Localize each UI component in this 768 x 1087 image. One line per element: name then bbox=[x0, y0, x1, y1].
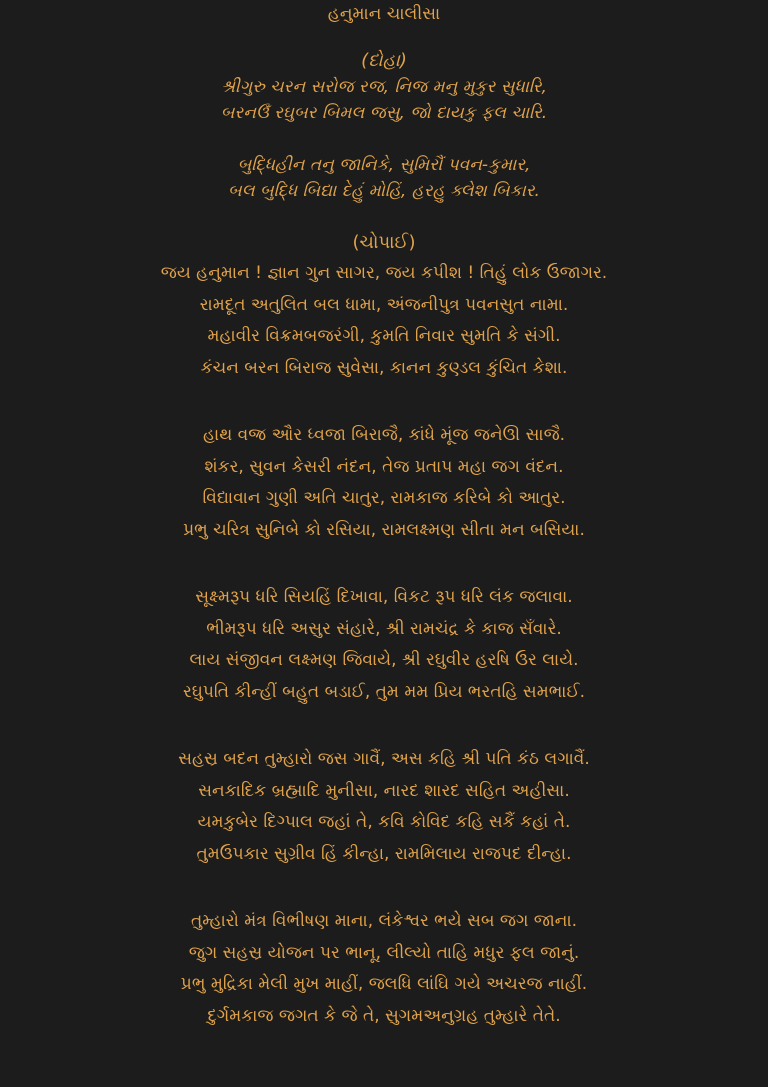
verse-line: હાથ વજ્ર ઔર ધ્વજા બિરાજૈ, કાંધે મૂંજ જનેઊ સાજૈ. bbox=[202, 425, 566, 445]
chopai-stanza bbox=[0, 258, 768, 384]
chopai-heading: (ચોપાઈ) bbox=[352, 232, 416, 253]
chopai-stanza bbox=[0, 420, 768, 546]
chopai-section bbox=[0, 230, 768, 1032]
doha-heading: (દોહા) bbox=[361, 50, 407, 71]
verse-line: રામદૂત અતુલિત બલ ધામા, અંજનીપુત્ર પવનસુત નામા. bbox=[199, 294, 569, 315]
verse-line: પ્રભુ મુદ્રિકા મેલી મુખ માહીં, જલધિ લાંઘિ ગયે અચરજ નાહીં. bbox=[180, 974, 588, 994]
doha-line: બુદ્ધિહીન તનુ જાનિકે, સુમિરૌં પવન-કુમાર, bbox=[237, 155, 531, 175]
doha-section bbox=[0, 48, 768, 204]
verse-line: ભીમરૂપ ધરિ અસુર સંહારે, શ્રી રામચંદ્ર કે કાજ સઁવારે. bbox=[206, 618, 562, 639]
doha-line: બરનઉઁ રઘુબર બિમલ જસુ, જો દાયકુ ફલ ચારિ. bbox=[220, 103, 548, 123]
doha-line: શ્રીગુરુ ચરન સરોજ રજ, નિજ મનુ મુકુર સુધારિ, bbox=[221, 77, 547, 97]
chopai-stanza bbox=[0, 582, 768, 708]
verse-line: કંચન બરન બિરાજ સુવેસા, કાનન કુણ્ડલ કુંચિત કેશા. bbox=[200, 357, 568, 378]
verse-line: દુર્ગમકાજ જગત કે જે તે, સુગમઅનુગ્રહ તુમ્હારે તેતે. bbox=[207, 1005, 561, 1026]
verse-line: સૂક્ષ્મરૂપ ધરિ સિયહિં દિખાવા, વિકટ રૂપ ધરિ લંક જલાવા. bbox=[195, 587, 573, 607]
verse-line: લાય સંજીવન લક્ષ્મણ જિવાયે, શ્રી રઘુવીર હરષિ ઉર લાયે. bbox=[189, 650, 579, 670]
verse-line: તુમ્હારો મંત્ર વિભીષણ માના, લંકેશ્વર ભયે સબ જગ જાના. bbox=[190, 911, 578, 931]
verse-line: શંકર, સુવન કેસરી નંદન, તેજ પ્રતાપ મહા જગ વંદન. bbox=[204, 456, 564, 477]
verse-line: પ્રભુ ચરિત્ર સુનિબે કો રસિયા, રામલક્ષ્મણ સીતા મન બસિયા. bbox=[183, 519, 585, 540]
verse-line: સનકાદિક બ્રહ્માદિ મુનીસા, નારદ શારદ સહિત અહીસા. bbox=[198, 780, 570, 801]
verse-line: સહસ્ર બદન તુમ્હારો જસ ગાવૈં, અસ કહિ શ્રી પતિ કંઠ લગાવૈં. bbox=[178, 749, 590, 769]
chopai-stanza bbox=[0, 744, 768, 870]
verse-line: યમકુબેર દિગ્પાલ જહાં તે, કવિ કોવિદ કહિ સકૈં કહાં તે. bbox=[197, 812, 571, 832]
doha-line: બલ બુદ્ધિ બિદ્યા દેહું મોહિં, હરહુ ક્લેશ બિકાર. bbox=[228, 181, 540, 201]
verse-line: તુમઉપકાર સુગ્રીવ હિં કીન્હા, રામમિલાય રાજપદ દીન્હા. bbox=[196, 843, 572, 864]
page-title: હનુમાન ચાલીસા bbox=[327, 4, 441, 24]
chopai-stanza bbox=[0, 906, 768, 1032]
verse-line: વિદ્યાવાન ગુણી અતિ ચાતુર, રામકાજ કરિબે કો આતુર. bbox=[202, 488, 566, 508]
verse-line: રઘુપતિ કીન્હીં બહુત બડાઈ, તુમ મમ પ્રિય ભરતહિ સમભાઈ. bbox=[182, 681, 585, 702]
verse-line: જય હનુમાન ! જ્ઞાન ગુન સાગર, જય કપીશ ! તિહું લોક ઉજાગર. bbox=[160, 263, 608, 283]
verse-line: મહાવીર વિક્રમબજરંગી, કુમતિ નિવાર સુમતિ કે સંગી. bbox=[207, 326, 561, 346]
verse-line: જુગ સહસ્ર યોજન પર ભાનૂ, લીલ્યો તાહિ મધુર ફલ જાનું. bbox=[188, 942, 580, 963]
